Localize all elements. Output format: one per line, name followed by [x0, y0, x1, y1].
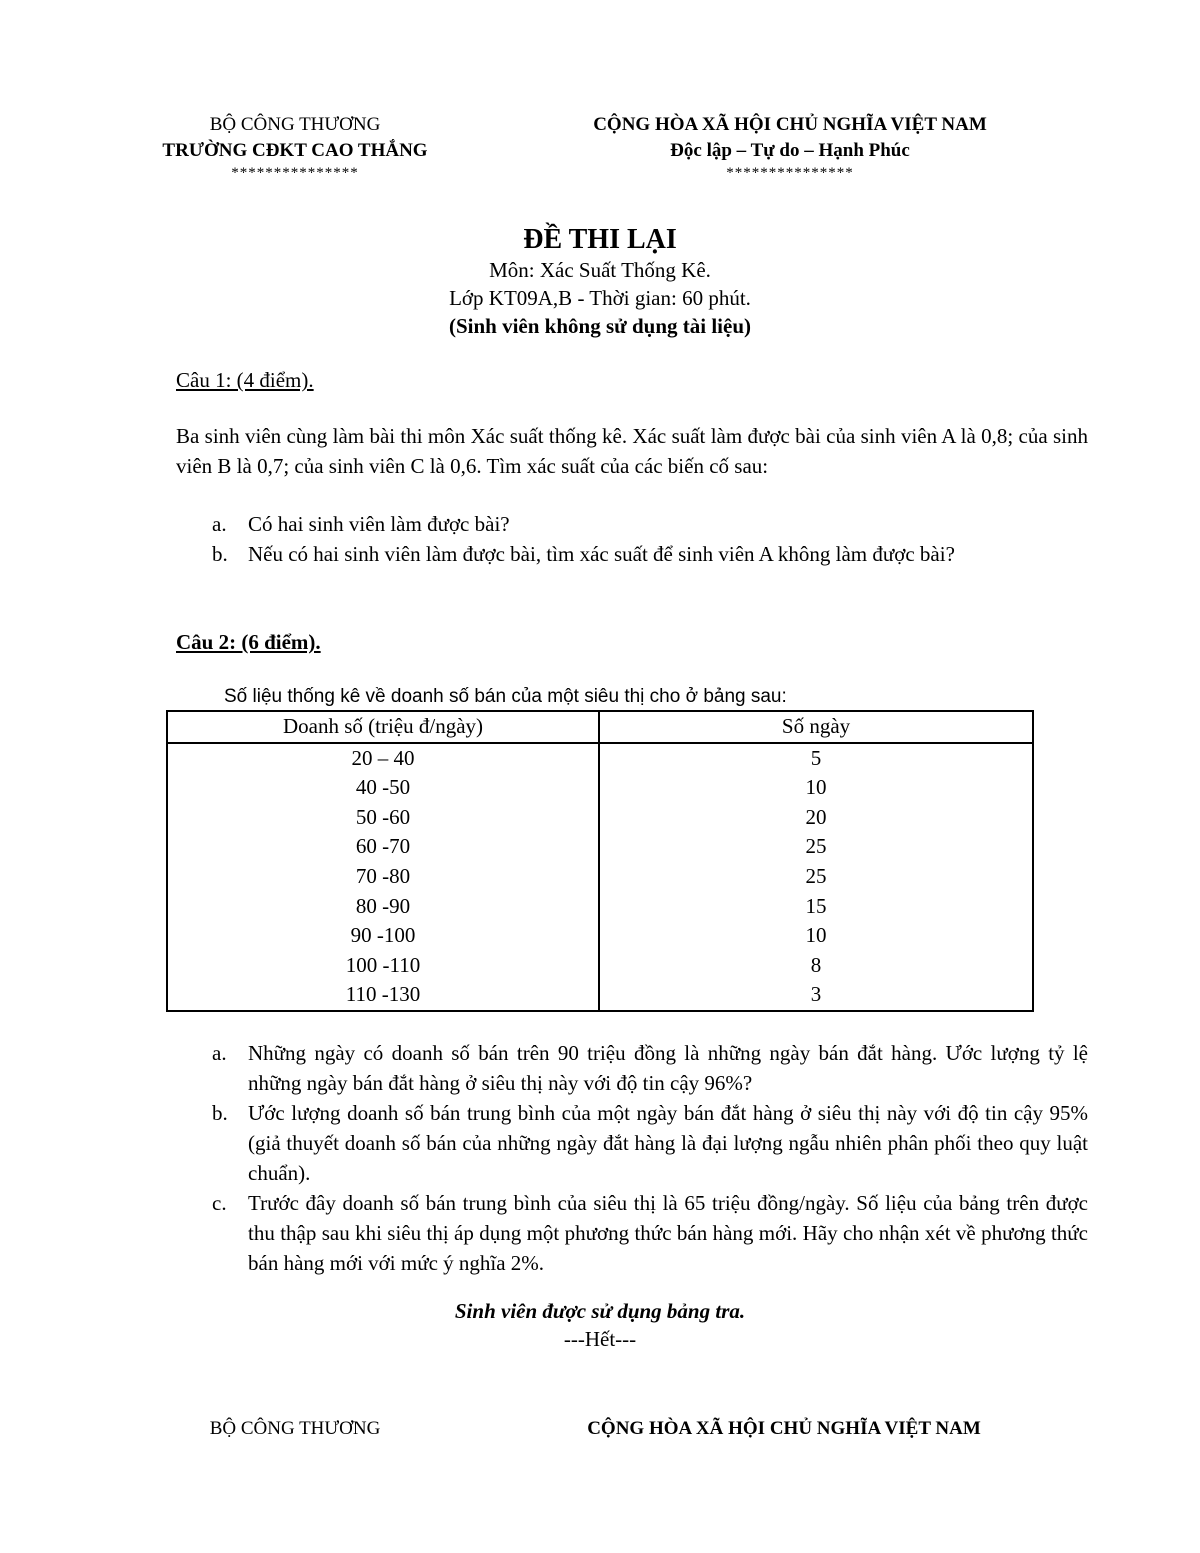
list-item — [212, 1038, 1088, 1098]
q1-text: Ba sinh viên cùng làm bài thi môn Xác suất thống kê. Xác suất làm được bài của sinh viên A là 0,8; của sinh viên B là 0,7; của sinh viên C là 0,6. Tìm xác suất của các biến cố sau: — [176, 424, 1088, 478]
table-row — [167, 980, 1033, 1011]
table-cell: 8 — [599, 951, 1033, 981]
exam-title: ĐỀ THI LẠI — [523, 224, 677, 255]
header-left-stars: *************** — [231, 165, 359, 181]
item-label: a. — [212, 1041, 227, 1065]
country-name: CỘNG HÒA XÃ HỘI CHỦ NGHĨA VIỆT NAM — [593, 114, 987, 135]
exam-note: (Sinh viên không sử dụng tài liệu) — [448, 314, 752, 338]
ministry-name: BỘ CÔNG THƯƠNG — [209, 114, 381, 135]
list-item — [212, 1098, 1088, 1188]
table-row — [167, 951, 1033, 981]
list-item — [212, 539, 1088, 569]
header-left — [160, 112, 430, 182]
motto: Độc lập – Tự do – Hạnh Phúc — [670, 140, 910, 161]
table-cell: 70 -80 — [167, 862, 599, 892]
item-label: b. — [212, 1101, 228, 1125]
table-cell: 5 — [599, 743, 1033, 774]
school-name: TRƯỜNG CĐKT CAO THẮNG — [162, 140, 428, 161]
table-caption: Số liệu thống kê về doanh số bán của một siêu thị cho ở bảng sau: — [224, 686, 787, 707]
q1-items — [212, 509, 1088, 569]
table-cell: 20 – 40 — [167, 743, 599, 774]
exam-subject: Môn: Xác Suất Thống Kê. — [489, 258, 711, 282]
table-cell: 50 -60 — [167, 803, 599, 833]
table-cell: 10 — [599, 773, 1033, 803]
footer-end: ---Hết--- — [563, 1327, 637, 1351]
table-cell: 20 — [599, 803, 1033, 833]
table-cell: 3 — [599, 980, 1033, 1011]
footer-note: Sinh viên được sử dụng bảng tra. — [454, 1299, 746, 1323]
item-text: Những ngày có doanh số bán trên 90 triệu đồng là những ngày bán đắt hàng. Ước lượng tỷ lệ những ngày bán đắt hàng ở siêu thị này với độ tin cậy 96%? — [248, 1041, 1088, 1095]
table-row — [167, 743, 1033, 774]
table-cell: 90 -100 — [167, 921, 599, 951]
table-cell: 80 -90 — [167, 892, 599, 922]
table-row — [167, 773, 1033, 803]
table-header-row — [167, 711, 1033, 743]
list-item — [212, 509, 1088, 539]
item-label: a. — [212, 512, 227, 536]
header2-ministry: BỘ CÔNG THƯƠNG — [209, 1418, 381, 1439]
table-row — [167, 832, 1033, 862]
q2-heading: Câu 2: (6 điểm). — [176, 630, 321, 654]
item-text: Nếu có hai sinh viên làm được bài, tìm xác suất để sinh viên A không làm được bài? — [248, 542, 955, 566]
q2-items — [212, 1038, 1088, 1278]
sales-table — [166, 710, 1034, 1012]
table-cell: 60 -70 — [167, 832, 599, 862]
header-right-stars: *************** — [726, 165, 854, 181]
header2-country: CỘNG HÒA XÃ HỘI CHỦ NGHĨA VIỆT NAM — [587, 1418, 981, 1439]
table-cell: 10 — [599, 921, 1033, 951]
table-row — [167, 862, 1033, 892]
item-text: Có hai sinh viên làm được bài? — [248, 512, 510, 536]
table-cell: 100 -110 — [167, 951, 599, 981]
table-row — [167, 892, 1033, 922]
table-cell: 40 -50 — [167, 773, 599, 803]
list-item — [212, 1188, 1088, 1278]
table-cell: 25 — [599, 862, 1033, 892]
column-header: Doanh số (triệu đ/ngày) — [167, 711, 599, 743]
item-label: c. — [212, 1191, 227, 1215]
q1-heading: Câu 1: (4 điểm). — [176, 368, 314, 392]
table-cell: 110 -130 — [167, 980, 599, 1011]
table-row — [167, 921, 1033, 951]
exam-class-time: Lớp KT09A,B - Thời gian: 60 phút. — [449, 286, 751, 310]
column-header: Số ngày — [599, 711, 1033, 743]
table-row — [167, 803, 1033, 833]
table-cell: 15 — [599, 892, 1033, 922]
item-label: b. — [212, 542, 228, 566]
header-right — [560, 112, 1020, 182]
table-cell: 25 — [599, 832, 1033, 862]
item-text: Ước lượng doanh số bán trung bình của một ngày bán đắt hàng ở siêu thị này với độ tin cậy 95% (giả thuyết doanh số bán của những ngày đắt hàng là đại lượng ngẫu nhiên phân phối theo quy luật chuẩn). — [248, 1101, 1088, 1185]
item-text: Trước đây doanh số bán trung bình của siêu thị là 65 triệu đồng/ngày. Số liệu của bảng trên được thu thập sau khi siêu thị áp dụng một phương thức bán hàng mới. Hãy cho nhận xét về phương thức bán hàng mới với mức ý nghĩa 2%. — [248, 1191, 1088, 1275]
